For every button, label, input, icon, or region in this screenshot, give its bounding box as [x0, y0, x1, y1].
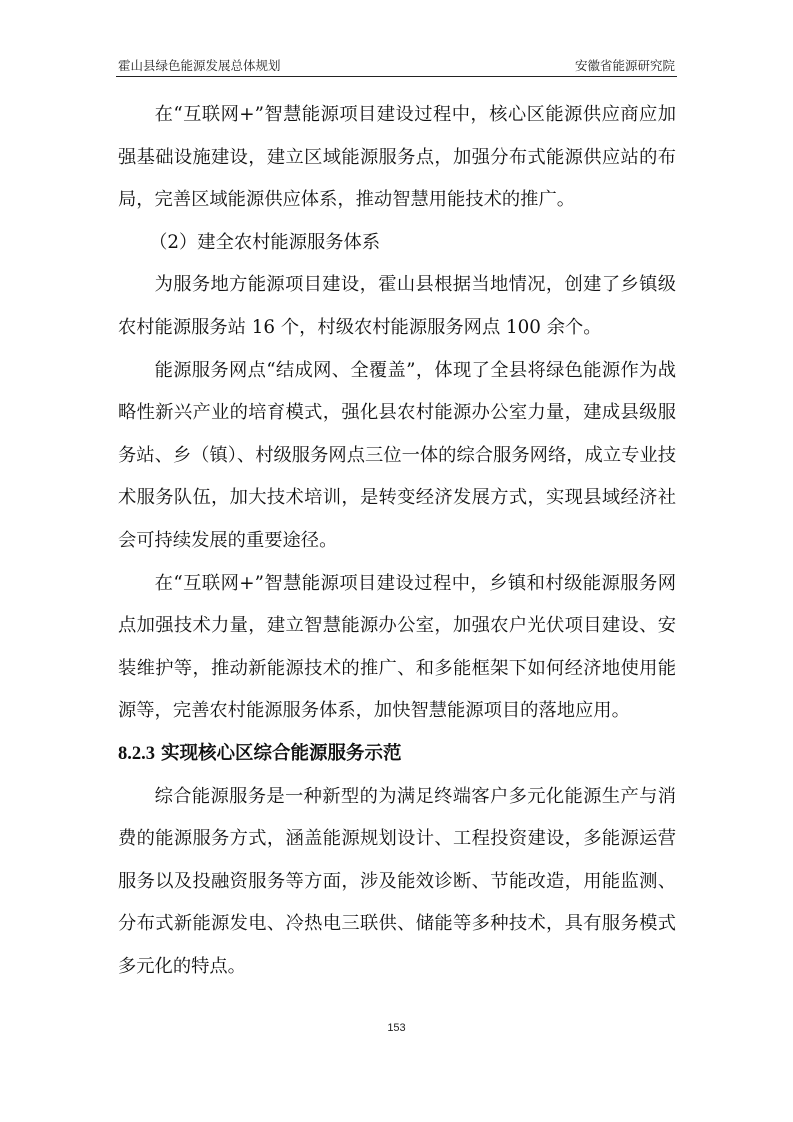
subheading-rural-service-system: （2）建全农村能源服务体系: [149, 231, 381, 253]
paragraph-integrated-energy-service: 综合能源服务是一种新型的为满足终端客户多元化能源生产与消费的能源服务方式，涵盖能源规划设计、工程投资建设，多能源运营服务以及投融资服务等方面，涉及能效诊断、节能改造，用能监测、分布式新能源发电、冷热电三联供、储能等多种技术，具有服务模式多元化的特点。: [118, 785, 676, 977]
paragraph-service-stations: 为服务地方能源项目建设，霍山县根据当地情况，创建了乡镇级农村能源服务站 16 个，村级农村能源服务网点 100 余个。: [118, 274, 676, 338]
header-doc-title: 霍山县绿色能源发展总体规划: [118, 58, 281, 73]
section-title: 实现核心区综合能源服务示范: [161, 742, 402, 764]
header-organization: 安徽省能源研究院: [574, 58, 675, 73]
paragraph-service-network: 能源服务网点“结成网、全覆盖”，体现了全县将绿色能源作为战略性新兴产业的培育模式，强化县农村能源办公室力量，建成县级服务站、乡（镇）、村级服务网点三位一体的综合服务网络，成立专业技术服务队伍，加大技术培训，是转变经济发展方式，实现县域经济社会可持续发展的重要途径。: [118, 359, 676, 551]
page-number: 153: [387, 1022, 406, 1034]
page-header: [118, 56, 675, 76]
paragraph-township-services: 在“互联网+”智慧能源项目建设过程中，乡镇和村级能源服务网点加强技术力量，建立智慧能源办公室，加强农户光伏项目建设、安装维护等，推动新能源技术的推广、和多能框架下如何经济地使用能源等，完善农村能源服务体系，加快智慧能源项目的落地应用。: [118, 572, 676, 722]
paragraph-core-area-supply: 在“互联网+”智慧能源项目建设过程中，核心区能源供应商应加强基础设施建设，建立区域能源服务点，加强分布式能源供应站的布局，完善区域能源供应体系，推动智慧用能技术的推广。: [118, 104, 676, 211]
header-rule: [116, 76, 677, 77]
section-heading: [118, 733, 676, 776]
section-number: 8.2.3: [118, 743, 155, 764]
page-body: [118, 94, 676, 988]
